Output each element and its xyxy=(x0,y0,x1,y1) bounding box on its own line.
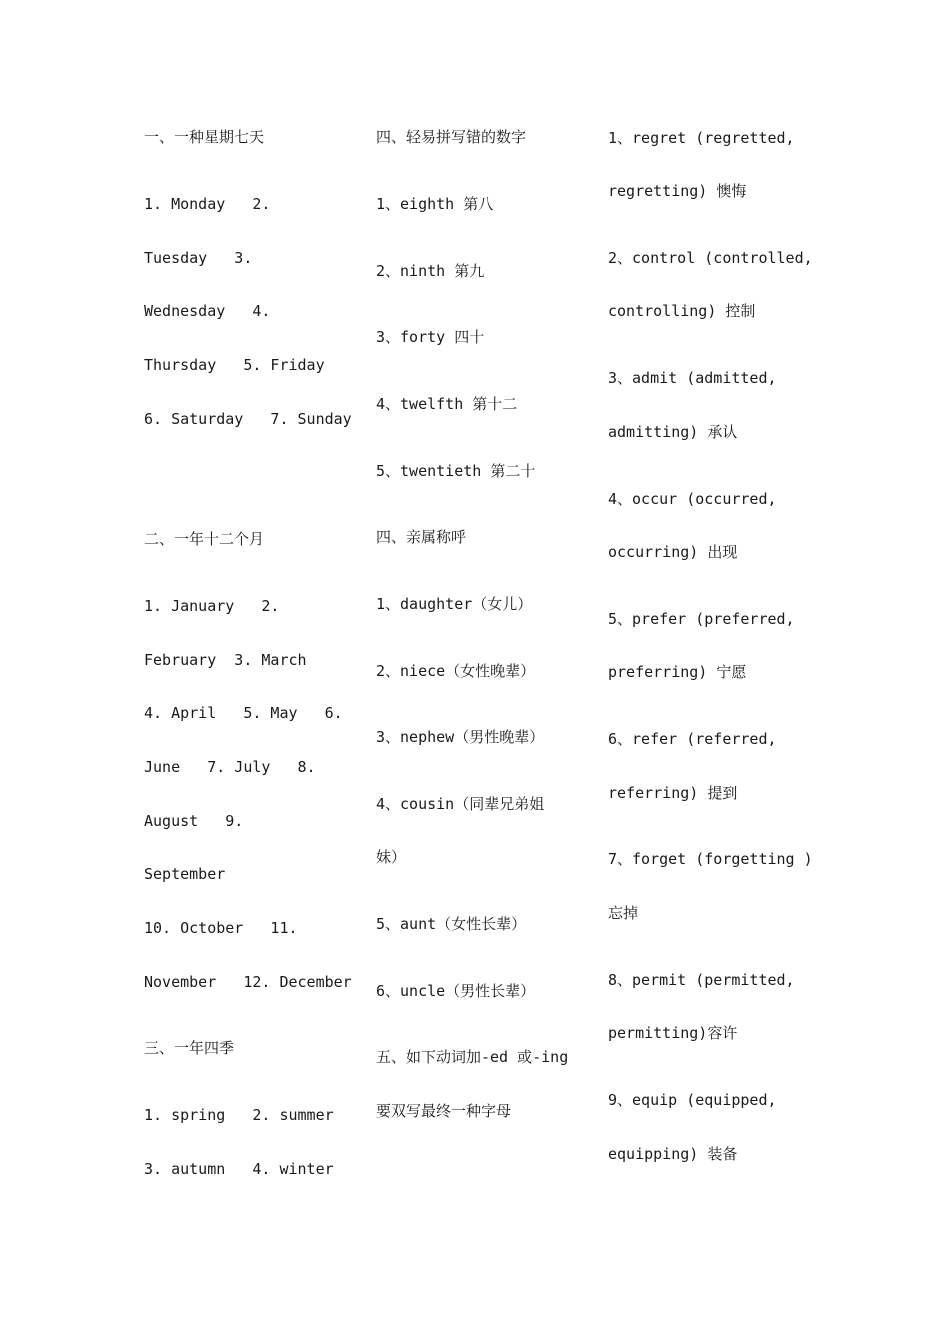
text-line: 1、eighth 第八 xyxy=(376,195,494,213)
text-line: Wednesday 4. xyxy=(144,302,271,320)
text-line: 10. October 11. xyxy=(144,919,298,937)
text-line: 2、control (controlled, xyxy=(608,249,813,267)
text-line: 4、cousin（同辈兄弟姐 xyxy=(376,795,545,813)
text-line: 妹） xyxy=(376,848,407,866)
text-line: 4. April 5. May 6. xyxy=(144,704,343,722)
text-line: 9、equip (equipped, xyxy=(608,1091,777,1109)
text-line: preferring) 宁愿 xyxy=(608,663,747,681)
text-line: 2、ninth 第九 xyxy=(376,262,485,280)
section-heading: 二、一年十二个月 xyxy=(144,530,265,548)
text-line: 3. autumn 4. winter xyxy=(144,1160,334,1178)
text-line: 要双写最终一种字母 xyxy=(376,1102,512,1120)
text-line: referring) 提到 xyxy=(608,784,738,802)
text-line: 忘掉 xyxy=(608,904,639,922)
text-line: 5、prefer (preferred, xyxy=(608,610,795,628)
section-heading: 四、轻易拼写错的数字 xyxy=(376,128,527,146)
section-heading: 四、亲属称呼 xyxy=(376,528,467,546)
text-line: admitting) 承认 xyxy=(608,423,738,441)
text-line: 4、occur (occurred, xyxy=(608,490,777,508)
text-line: 4、twelfth 第十二 xyxy=(376,395,518,413)
text-line: August 9. xyxy=(144,812,244,830)
text-line: 6、uncle（男性长辈） xyxy=(376,982,536,1000)
text-line: equipping) 装备 xyxy=(608,1145,738,1163)
text-line: 1、daughter（女儿） xyxy=(376,595,533,613)
text-line: 5、aunt（女性长辈） xyxy=(376,915,527,933)
text-line: 3、nephew（男性晚辈） xyxy=(376,728,545,746)
text-line: occurring) 出现 xyxy=(608,543,738,561)
text-line: controlling) 控制 xyxy=(608,302,756,320)
text-line: 1. Monday 2. xyxy=(144,195,271,213)
text-line: 1. spring 2. summer xyxy=(144,1106,334,1124)
text-line: Tuesday 3. xyxy=(144,249,253,267)
text-line: 2、niece（女性晚辈） xyxy=(376,662,536,680)
section-heading: 一、一种星期七天 xyxy=(144,128,265,146)
section-heading: 五、如下动词加-ed 或-ing xyxy=(376,1048,569,1066)
text-line: 3、admit (admitted, xyxy=(608,369,777,387)
text-line: Thursday 5. Friday xyxy=(144,356,325,374)
text-line: regretting) 懊悔 xyxy=(608,182,747,200)
text-line: 8、permit (permitted, xyxy=(608,971,795,989)
text-line: 6. Saturday 7. Sunday xyxy=(144,410,352,428)
section-heading: 三、一年四季 xyxy=(144,1039,235,1057)
text-line: 1、regret (regretted, xyxy=(608,129,795,147)
text-line: 3、forty 四十 xyxy=(376,328,485,346)
text-line: September xyxy=(144,865,226,883)
text-line: February 3. March xyxy=(144,651,307,669)
text-line: 5、twentieth 第二十 xyxy=(376,462,536,480)
text-line: June 7. July 8. xyxy=(144,758,316,776)
text-line: 6、refer (referred, xyxy=(608,730,777,748)
text-line: 7、forget (forgetting ) xyxy=(608,850,813,868)
text-line: 1. January 2. xyxy=(144,597,280,615)
text-line: November 12. December xyxy=(144,973,352,991)
text-line: permitting)容许 xyxy=(608,1024,738,1042)
